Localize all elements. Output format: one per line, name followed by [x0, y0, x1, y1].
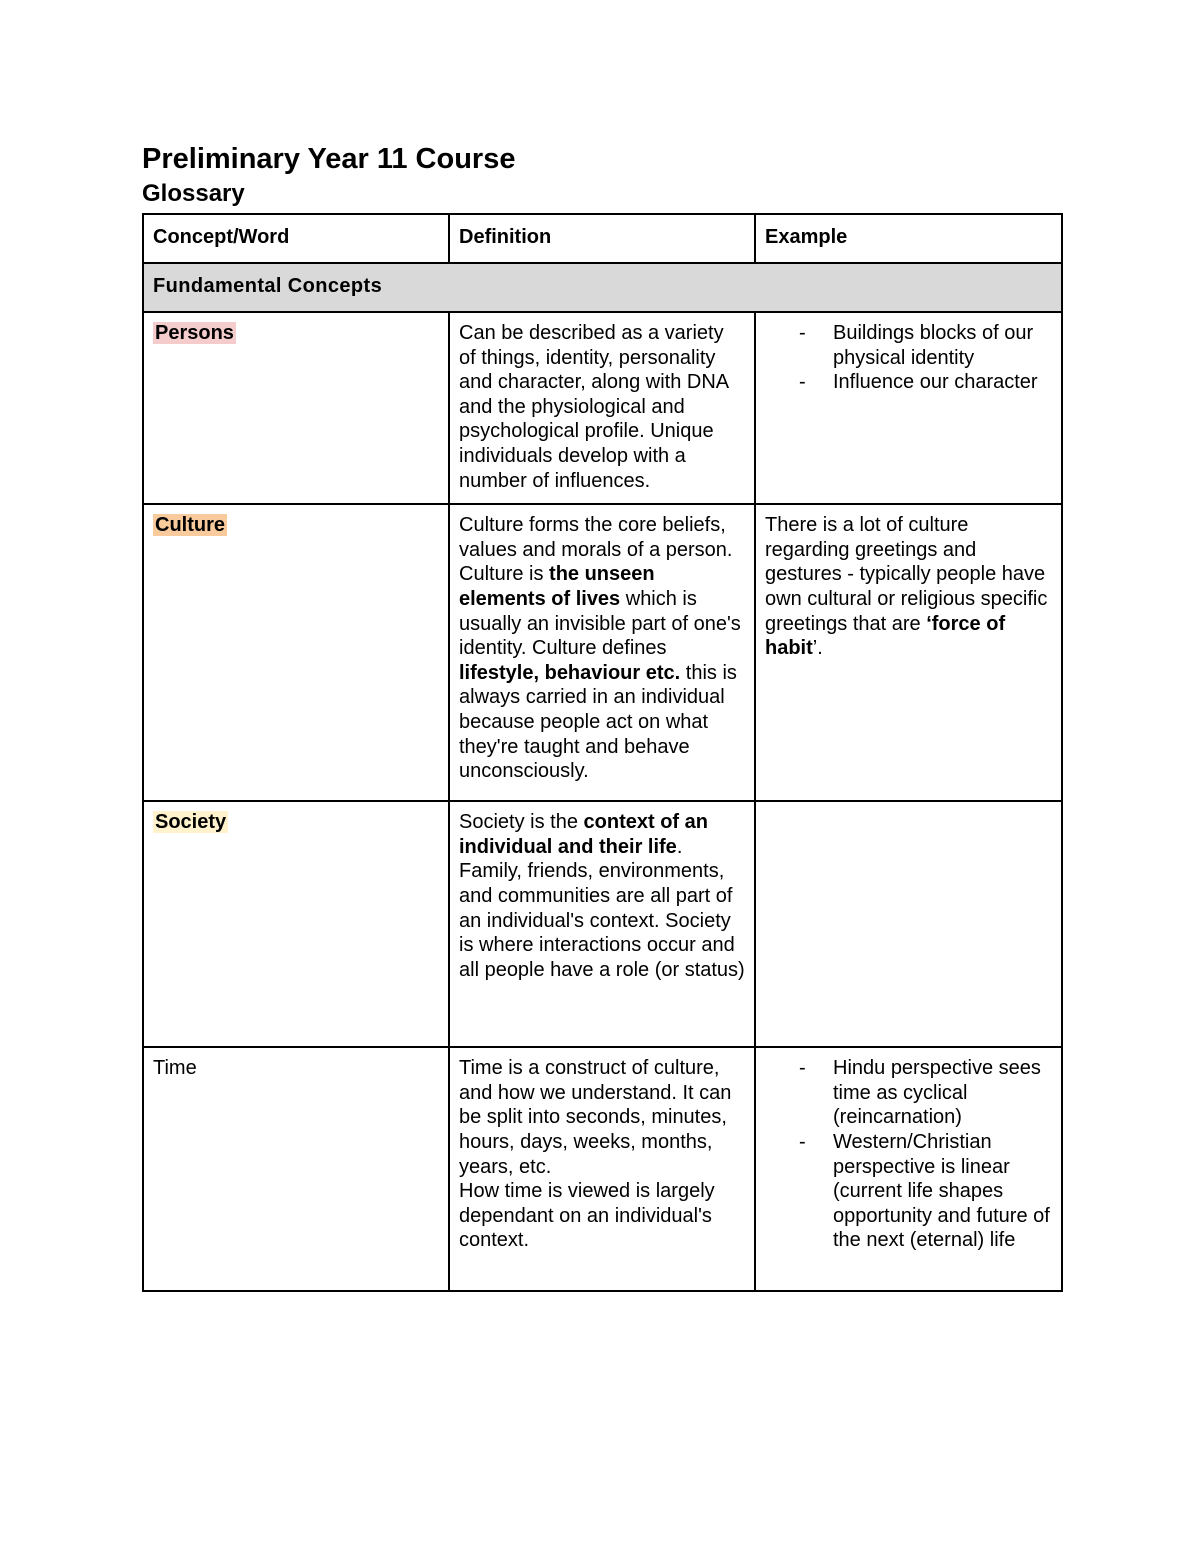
glossary-table — [142, 213, 1063, 1292]
example-list — [765, 321, 1052, 395]
example-cell — [755, 1047, 1062, 1291]
list-item: - Hindu perspective sees time as cyclical (reincarnation) — [833, 1056, 1052, 1130]
example-bold-text: ‘force of habit — [765, 612, 1006, 660]
table-row — [143, 504, 1062, 801]
definition-text: Culture forms the core beliefs, values and morals of a person. Culture is — [459, 514, 733, 586]
term-cell — [143, 801, 449, 1047]
definition-text: Society is the — [459, 811, 584, 834]
list-item: - Buildings blocks of our physical identity — [833, 321, 1052, 370]
list-item: - Influence our character — [833, 370, 1052, 395]
term-cell — [143, 312, 449, 504]
example-text: ’. — [812, 637, 823, 660]
header-concept: Concept/Word — [143, 214, 449, 263]
definition-cell — [449, 504, 755, 801]
definition-line: How time is viewed is largely dependant on an individual's context. — [459, 1180, 715, 1252]
term-culture: Culture — [155, 514, 225, 537]
page-subtitle: Glossary — [142, 180, 245, 207]
definition-text: this is always carried in an individual because people act on what they're taught and behave unconsciously. — [459, 661, 737, 783]
table-header-row — [143, 214, 1062, 263]
term-persons: Persons — [155, 322, 234, 344]
term-cell — [143, 1047, 449, 1291]
table-row — [143, 1047, 1062, 1291]
definition-text: which is usually an invisible part of one's identity. Culture defines — [459, 587, 741, 660]
definition-cell: Can be described as a variety of things, identity, personality and character, along with DNA and the physiological and psychological profile. Unique individuals develop with a number of influences. — [449, 312, 755, 504]
definition-cell — [449, 1047, 755, 1291]
definition-cell — [449, 801, 755, 1047]
definition-text: . Family, friends, environments, and communities are all part of an individual's context. Society is where interactions occur and all people have a role (or status) — [459, 835, 745, 981]
table-row — [143, 312, 1062, 504]
section-row — [143, 263, 1062, 312]
example-text: There is a lot of culture regarding greetings and gestures - typically people have own cultural or religious specific greetings that are — [765, 514, 1048, 635]
list-item: - Western/Christian perspective is linear (current life shapes opportunity and future of the next (eternal) life — [833, 1130, 1052, 1253]
term-society: Society — [155, 811, 227, 834]
example-cell — [755, 312, 1062, 504]
example-cell — [755, 504, 1062, 801]
example-cell — [755, 801, 1062, 1047]
header-example: Example — [755, 214, 1062, 263]
header-definition: Definition — [449, 214, 755, 263]
definition-bold-text: lifestyle, behaviour etc. — [459, 661, 681, 684]
definition-line: Time is a construct of culture, and how we understand. It can be split into seconds, minutes, hours, days, weeks, months, years, etc. — [459, 1057, 732, 1178]
term-cell — [143, 504, 449, 801]
table-row — [143, 801, 1062, 1047]
definition-bold-text: the unseen elements of lives — [459, 563, 655, 610]
section-heading: Fundamental Concepts — [143, 263, 1062, 312]
definition-bold-text: context of an individual and their life — [459, 811, 708, 858]
page-title: Preliminary Year 11 Course — [142, 143, 516, 175]
term-time: Time — [153, 1057, 197, 1080]
example-list — [765, 1056, 1052, 1253]
